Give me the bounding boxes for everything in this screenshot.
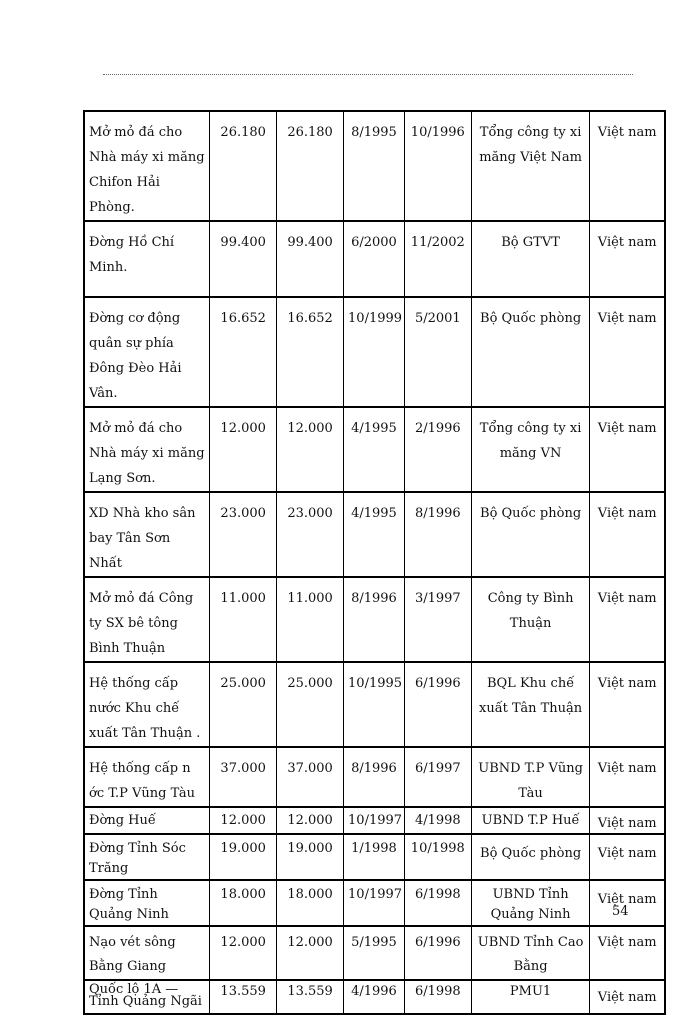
actual-value: 16.652 bbox=[277, 297, 344, 407]
end-date: 6/1996 bbox=[404, 662, 471, 747]
client-agency: UBND Tỉnh Quảng Ninh bbox=[471, 880, 590, 926]
country: Việt nam bbox=[590, 221, 665, 297]
projects-table bbox=[83, 110, 666, 1015]
client-agency: Bộ Quốc phòng bbox=[471, 492, 590, 577]
table-row bbox=[84, 577, 665, 662]
contract-value: 12.000 bbox=[210, 807, 277, 834]
country: Việt nam bbox=[590, 407, 665, 492]
actual-value: 12.000 bbox=[277, 926, 344, 980]
country: Việt nam bbox=[590, 492, 665, 577]
contract-value: 13.559 bbox=[210, 980, 277, 1014]
table-row bbox=[84, 492, 665, 577]
project-name: Quốc lộ 1A — Tỉnh Quảng Ngãi bbox=[84, 980, 210, 1014]
actual-value: 99.400 bbox=[277, 221, 344, 297]
end-date: 5/2001 bbox=[404, 297, 471, 407]
start-date: 10/1997 bbox=[344, 807, 405, 834]
start-date: 10/1999 bbox=[344, 297, 405, 407]
client-agency: Tổng công ty xi măng VN bbox=[471, 407, 590, 492]
end-date: 3/1997 bbox=[404, 577, 471, 662]
client-agency: PMU1 bbox=[471, 980, 590, 1014]
client-agency: Tổng công ty xi măng Việt Nam bbox=[471, 111, 590, 221]
client-agency: UBND T.P Vũng Tàu bbox=[471, 747, 590, 807]
table-row bbox=[84, 807, 665, 834]
end-date: 6/1996 bbox=[404, 926, 471, 980]
country: Việt nam bbox=[590, 880, 665, 926]
contract-value: 12.000 bbox=[210, 407, 277, 492]
client-agency: BQL Khu chế xuất Tân Thuận bbox=[471, 662, 590, 747]
actual-value: 37.000 bbox=[277, 747, 344, 807]
project-name: Mở mỏ đá cho Nhà máy xi măng Lạng Sơn. bbox=[84, 407, 210, 492]
contract-value: 99.400 bbox=[210, 221, 277, 297]
start-date: 8/1995 bbox=[344, 111, 405, 221]
start-date: 1/1998 bbox=[344, 834, 405, 880]
table-row bbox=[84, 926, 665, 980]
contract-value: 37.000 bbox=[210, 747, 277, 807]
end-date: 10/1998 bbox=[404, 834, 471, 880]
end-date: 11/2002 bbox=[404, 221, 471, 297]
project-name: Đờng Tỉnh Quảng Ninh bbox=[84, 880, 210, 926]
project-name: Đờng cơ động quân sự phía Đông Đèo Hải Vân. bbox=[84, 297, 210, 407]
start-date: 10/1997 bbox=[344, 880, 405, 926]
project-name: Đờng Huế bbox=[84, 807, 210, 834]
table-row bbox=[84, 221, 665, 297]
country: Việt nam bbox=[590, 577, 665, 662]
start-date: 6/2000 bbox=[344, 221, 405, 297]
table-row bbox=[84, 980, 665, 1014]
actual-value: 26.180 bbox=[277, 111, 344, 221]
start-date: 4/1995 bbox=[344, 407, 405, 492]
end-date: 2/1996 bbox=[404, 407, 471, 492]
project-name: Đờng Tỉnh Sóc Trăng bbox=[84, 834, 210, 880]
actual-value: 25.000 bbox=[277, 662, 344, 747]
contract-value: 11.000 bbox=[210, 577, 277, 662]
start-date: 4/1995 bbox=[344, 492, 405, 577]
end-date: 4/1998 bbox=[404, 807, 471, 834]
start-date: 5/1995 bbox=[344, 926, 405, 980]
end-date: 10/1996 bbox=[404, 111, 471, 221]
table-row bbox=[84, 111, 665, 221]
project-name: Hệ thống cấp nước Khu chế xuất Tân Thuận . bbox=[84, 662, 210, 747]
actual-value: 13.559 bbox=[277, 980, 344, 1014]
country: Việt nam bbox=[590, 926, 665, 980]
actual-value: 11.000 bbox=[277, 577, 344, 662]
table-row bbox=[84, 297, 665, 407]
country: Việt nam bbox=[590, 834, 665, 880]
start-date: 8/1996 bbox=[344, 577, 405, 662]
project-name: Đờng Hồ Chí Minh. bbox=[84, 221, 210, 297]
country: Việt nam bbox=[590, 111, 665, 221]
project-name: Hệ thống cấp n ớc T.P Vũng Tàu bbox=[84, 747, 210, 807]
start-date: 4/1996 bbox=[344, 980, 405, 1014]
country: Việt nam bbox=[590, 747, 665, 807]
contract-value: 25.000 bbox=[210, 662, 277, 747]
contract-value: 12.000 bbox=[210, 926, 277, 980]
client-agency: Công ty Bình Thuận bbox=[471, 577, 590, 662]
client-agency: Bộ Quốc phòng bbox=[471, 297, 590, 407]
contract-value: 19.000 bbox=[210, 834, 277, 880]
table-row bbox=[84, 834, 665, 880]
project-name: Mở mỏ đá cho Nhà máy xi măng Chifon Hải Phòng. bbox=[84, 111, 210, 221]
end-date: 6/1998 bbox=[404, 880, 471, 926]
client-agency: Bộ Quốc phòng bbox=[471, 834, 590, 880]
table-row bbox=[84, 880, 665, 926]
country: Việt nam bbox=[590, 297, 665, 407]
start-date: 10/1995 bbox=[344, 662, 405, 747]
contract-value: 23.000 bbox=[210, 492, 277, 577]
start-date: 8/1996 bbox=[344, 747, 405, 807]
page-number: 54 bbox=[612, 904, 629, 919]
country: Việt nam bbox=[590, 662, 665, 747]
end-date: 6/1998 bbox=[404, 980, 471, 1014]
contract-value: 16.652 bbox=[210, 297, 277, 407]
project-name: Nạo vét sông Bằng Giang bbox=[84, 926, 210, 980]
country: Việt nam bbox=[590, 980, 665, 1014]
end-date: 6/1997 bbox=[404, 747, 471, 807]
project-name: Mở mỏ đá Công ty SX bê tông Bình Thuận bbox=[84, 577, 210, 662]
client-agency: UBND T.P Huế bbox=[471, 807, 590, 834]
table-row bbox=[84, 407, 665, 492]
actual-value: 23.000 bbox=[277, 492, 344, 577]
client-agency: Bộ GTVT bbox=[471, 221, 590, 297]
table-row bbox=[84, 662, 665, 747]
project-name: XD Nhà kho sân bay Tân Sơn Nhất bbox=[84, 492, 210, 577]
country: Việt nam bbox=[590, 807, 665, 834]
actual-value: 18.000 bbox=[277, 880, 344, 926]
header-dotted-rule bbox=[103, 74, 633, 75]
actual-value: 12.000 bbox=[277, 407, 344, 492]
contract-value: 26.180 bbox=[210, 111, 277, 221]
client-agency: UBND Tỉnh Cao Bằng bbox=[471, 926, 590, 980]
table-row bbox=[84, 747, 665, 807]
end-date: 8/1996 bbox=[404, 492, 471, 577]
actual-value: 19.000 bbox=[277, 834, 344, 880]
contract-value: 18.000 bbox=[210, 880, 277, 926]
actual-value: 12.000 bbox=[277, 807, 344, 834]
